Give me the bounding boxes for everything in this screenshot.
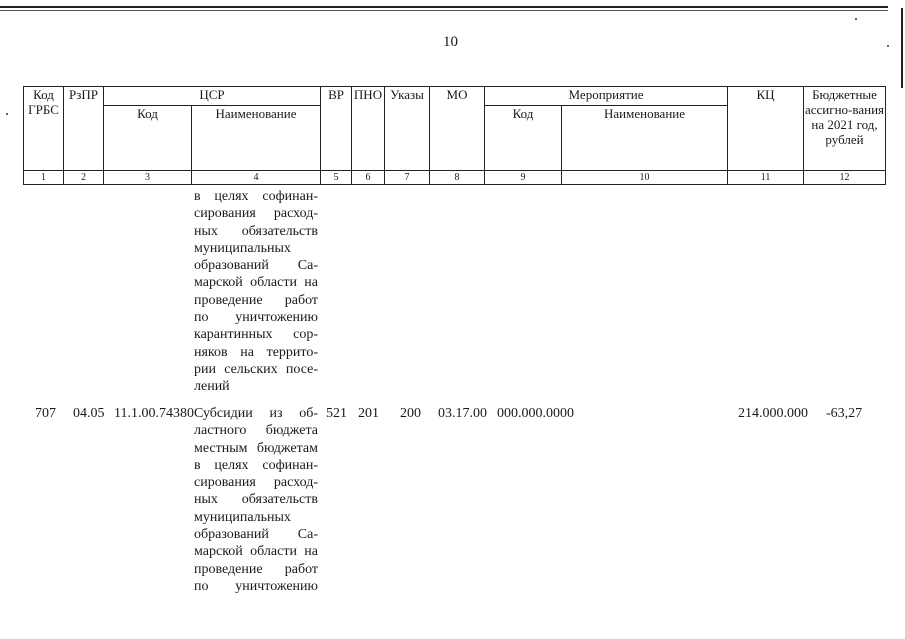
text-line: ных обязательств: [194, 492, 318, 508]
cell-ukazy: 200: [400, 406, 421, 421]
cell-kc: 214.000.000: [738, 406, 808, 421]
scan-speck: [6, 113, 8, 115]
cell-pno: 201: [358, 406, 379, 421]
cell-csr-code: 11.1.00.74380: [114, 406, 194, 421]
cell-kod-grbs: 707: [35, 406, 56, 421]
header-meropriyatie: Мероприятие: [485, 87, 728, 106]
header-mo: МО: [430, 87, 485, 171]
text-line: марской области на: [194, 544, 318, 560]
header-budget: Бюджетные ассигно-вания на 2021 год, рублей: [804, 87, 886, 171]
cell-amount: -63,27: [826, 406, 863, 421]
cell-rzpr: 04.05: [73, 406, 105, 421]
page-number: 10: [443, 34, 458, 50]
header-meropr-name: Наименование: [562, 106, 728, 171]
text-line: няков на террито-: [194, 344, 318, 360]
text-line: образований Са-: [194, 258, 318, 274]
text-line: в целях софинан-: [194, 189, 318, 204]
header-csr-name: Наименование: [192, 106, 321, 171]
text-line: в целях софинан-: [194, 457, 318, 473]
column-number: 4: [192, 171, 321, 185]
text-line: муниципальных: [194, 509, 291, 525]
scan-speck: [887, 45, 889, 47]
column-number: 9: [485, 171, 562, 185]
header-kc: КЦ: [728, 87, 804, 171]
table-header: [23, 86, 886, 185]
scan-speck: [855, 18, 857, 20]
header-rzpr: РзПР: [64, 87, 104, 171]
column-number: 1: [24, 171, 64, 185]
header-kod-grbs: Код ГРБС: [24, 87, 64, 171]
column-number-row: [24, 171, 886, 185]
column-number: 10: [562, 171, 728, 185]
column-number: 8: [430, 171, 485, 185]
text-line: ластного бюджета: [194, 423, 318, 439]
top-border-line: [0, 6, 888, 8]
column-number: 6: [352, 171, 385, 185]
text-line: местным бюджетам: [194, 440, 318, 456]
header-pno: ПНО: [352, 87, 385, 171]
header-csr-kod: Код: [104, 106, 192, 171]
text-line: сирования расход-: [194, 475, 318, 491]
continuation-description: [194, 188, 318, 396]
text-line: по уничтожению: [194, 310, 318, 326]
right-border-line: [901, 8, 903, 88]
text-line: сирования расход-: [194, 206, 318, 222]
header-meropr-kod: Код: [485, 106, 562, 171]
text-line: рии сельских посе-: [194, 361, 318, 377]
text-line: образований Са-: [194, 527, 318, 543]
column-number: 11: [728, 171, 804, 185]
text-line: лений: [194, 379, 230, 395]
cell-vr: 521: [326, 406, 347, 421]
text-line: карантинных сор-: [194, 327, 318, 343]
cell-mo: 03.17.00: [438, 406, 487, 421]
text-line: марской области на: [194, 275, 318, 291]
text-line: муниципальных: [194, 240, 291, 256]
text-line: ных обязательств: [194, 223, 318, 239]
text-line: проведение работ: [194, 292, 318, 308]
column-number: 7: [385, 171, 430, 185]
column-number: 2: [64, 171, 104, 185]
header-ukazy: Указы: [385, 87, 430, 171]
header-vr: ВР: [321, 87, 352, 171]
column-number: 12: [804, 171, 886, 185]
header-csr: ЦСР: [104, 87, 321, 106]
text-line: проведение работ: [194, 561, 318, 577]
top-border-line-thin: [0, 10, 888, 11]
cell-csr-name: [194, 405, 318, 595]
column-number: 5: [321, 171, 352, 185]
text-line: Субсидии из об-: [194, 406, 318, 421]
column-number: 3: [104, 171, 192, 185]
text-line: по уничтожению: [194, 578, 318, 594]
cell-meropr-code: 000.000.0000: [497, 406, 574, 421]
